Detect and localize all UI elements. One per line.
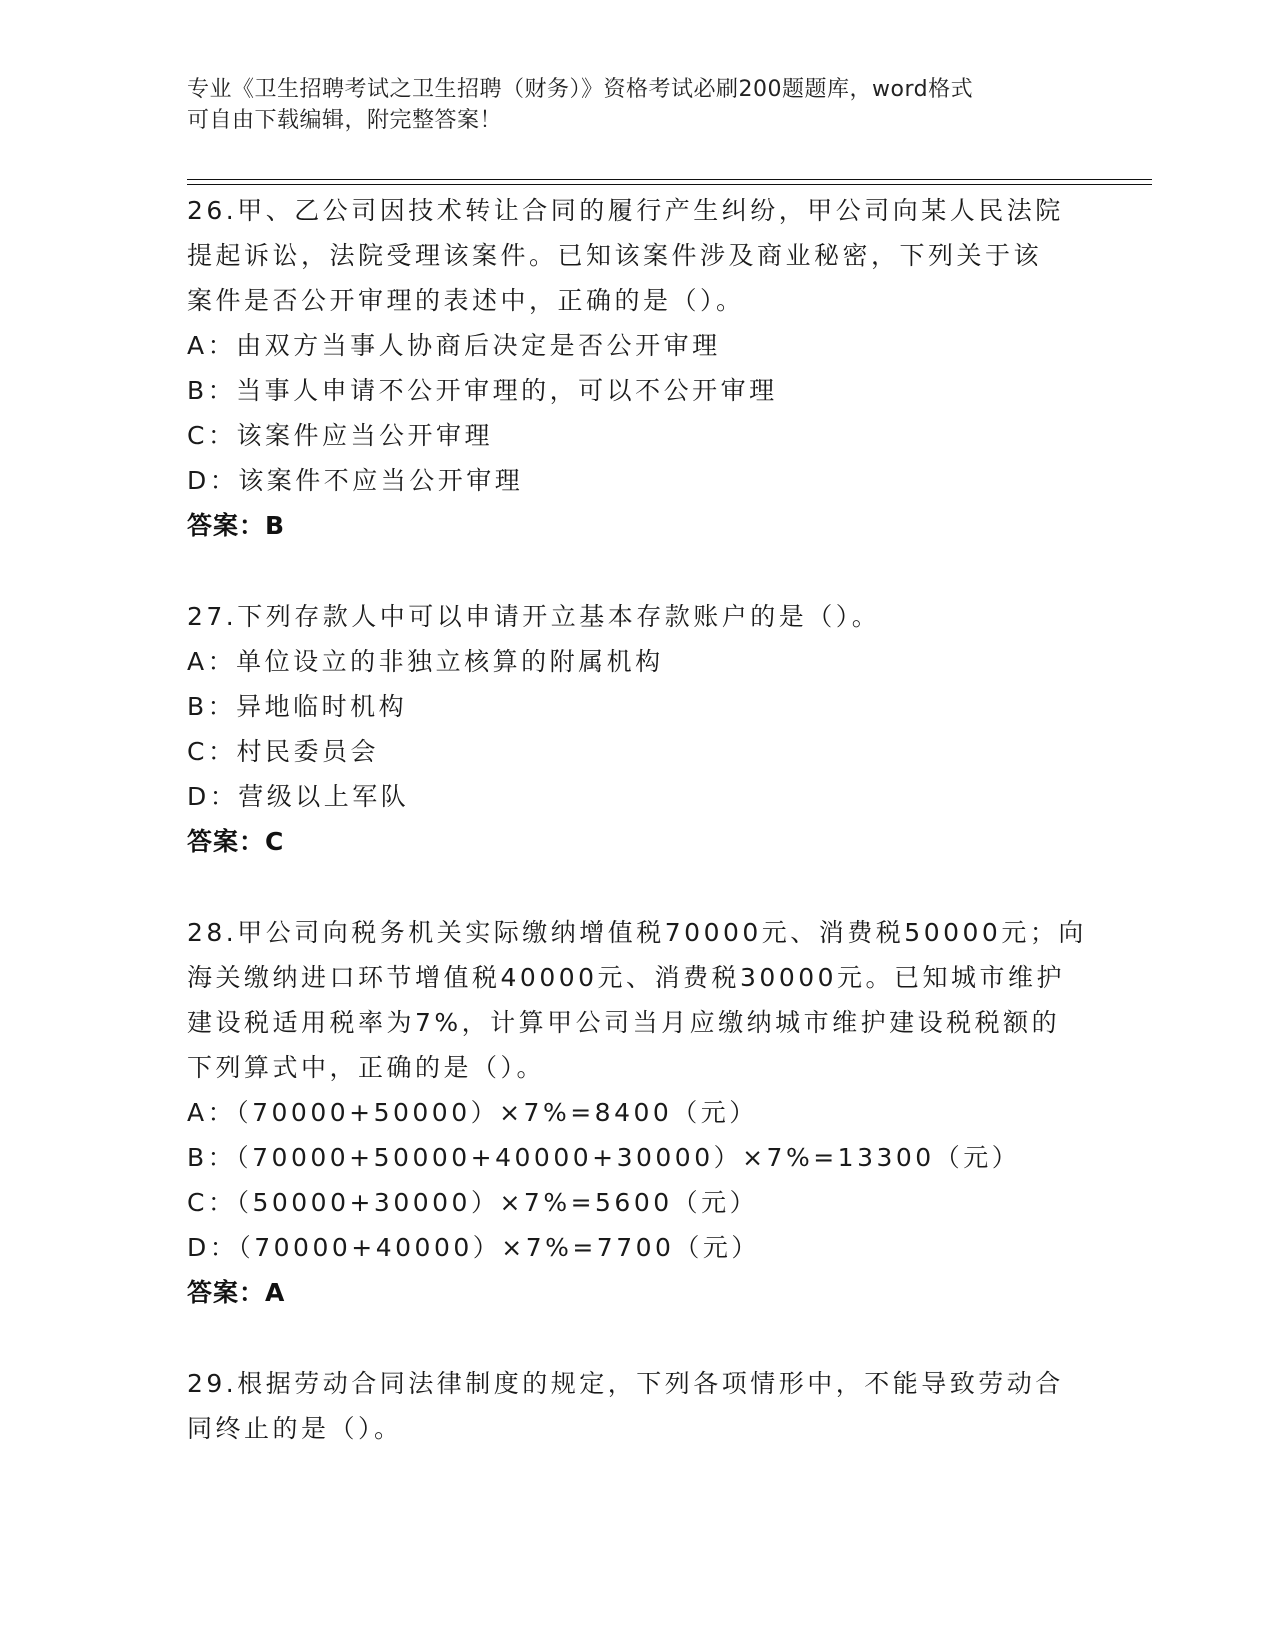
question-29 <box>187 1361 1087 1451</box>
question-27 <box>187 594 1087 864</box>
option-b: B：异地临时机构 <box>187 692 408 721</box>
question-stem-line: 海关缴纳进口环节增值税40000元、消费税30000元。已知城市维护 <box>187 963 1066 992</box>
question-stem-line: 29.根据劳动合同法律制度的规定，下列各项情形中，不能导致劳动合 <box>187 1369 1064 1398</box>
header-divider-bottom <box>187 184 1152 185</box>
option-a: A：单位设立的非独立核算的附属机构 <box>187 647 664 676</box>
option-b: B：（70000+50000+40000+30000）×7%=13300（元） <box>187 1143 1021 1172</box>
question-spacer <box>187 548 1087 594</box>
header-line-2: 可自由下载编辑，附完整答案！ <box>187 108 503 133</box>
option-a: A：（70000+50000）×7%=8400（元） <box>187 1098 758 1127</box>
question-stem-line: 提起诉讼，法院受理该案件。已知该案件涉及商业秘密，下列关于该 <box>187 241 1043 270</box>
option-c: C：村民委员会 <box>187 737 379 766</box>
document-header <box>187 74 1067 136</box>
question-stem-line: 28.甲公司向税务机关实际缴纳增值税70000元、消费税50000元；向 <box>187 918 1087 947</box>
header-line-1: 专业《卫生招聘考试之卫生招聘（财务）》资格考试必刷200题题库，word格式 <box>187 77 974 102</box>
question-spacer <box>187 864 1087 910</box>
answer-line: 答案：A <box>187 1278 286 1307</box>
question-spacer <box>187 1315 1087 1361</box>
option-d: D：（70000+40000）×7%=7700（元） <box>187 1233 760 1262</box>
question-list <box>187 188 1087 1451</box>
answer-line: 答案：B <box>187 511 286 540</box>
option-c: C：该案件应当公开审理 <box>187 421 493 450</box>
question-stem-line: 26.甲、乙公司因技术转让合同的履行产生纠纷，甲公司向某人民法院 <box>187 196 1064 225</box>
option-c: C：（50000+30000）×7%=5600（元） <box>187 1188 759 1217</box>
question-stem-line: 建设税适用税率为7%，计算甲公司当月应缴纳城市维护建设税税额的 <box>187 1008 1061 1037</box>
question-stem-line: 同终止的是（）。 <box>187 1414 403 1443</box>
option-b: B：当事人申请不公开审理的，可以不公开审理 <box>187 376 778 405</box>
question-stem-line: 27.下列存款人中可以申请开立基本存款账户的是（）。 <box>187 602 881 631</box>
header-divider-top <box>187 179 1152 180</box>
option-d: D：该案件不应当公开审理 <box>187 466 524 495</box>
question-stem-line: 案件是否公开审理的表述中，正确的是（）。 <box>187 286 745 315</box>
question-28 <box>187 910 1087 1315</box>
question-stem-line: 下列算式中，正确的是（）。 <box>187 1053 546 1082</box>
option-a: A：由双方当事人协商后决定是否公开审理 <box>187 331 721 360</box>
question-26 <box>187 188 1087 548</box>
option-d: D：营级以上军队 <box>187 782 410 811</box>
answer-line: 答案：C <box>187 827 285 856</box>
